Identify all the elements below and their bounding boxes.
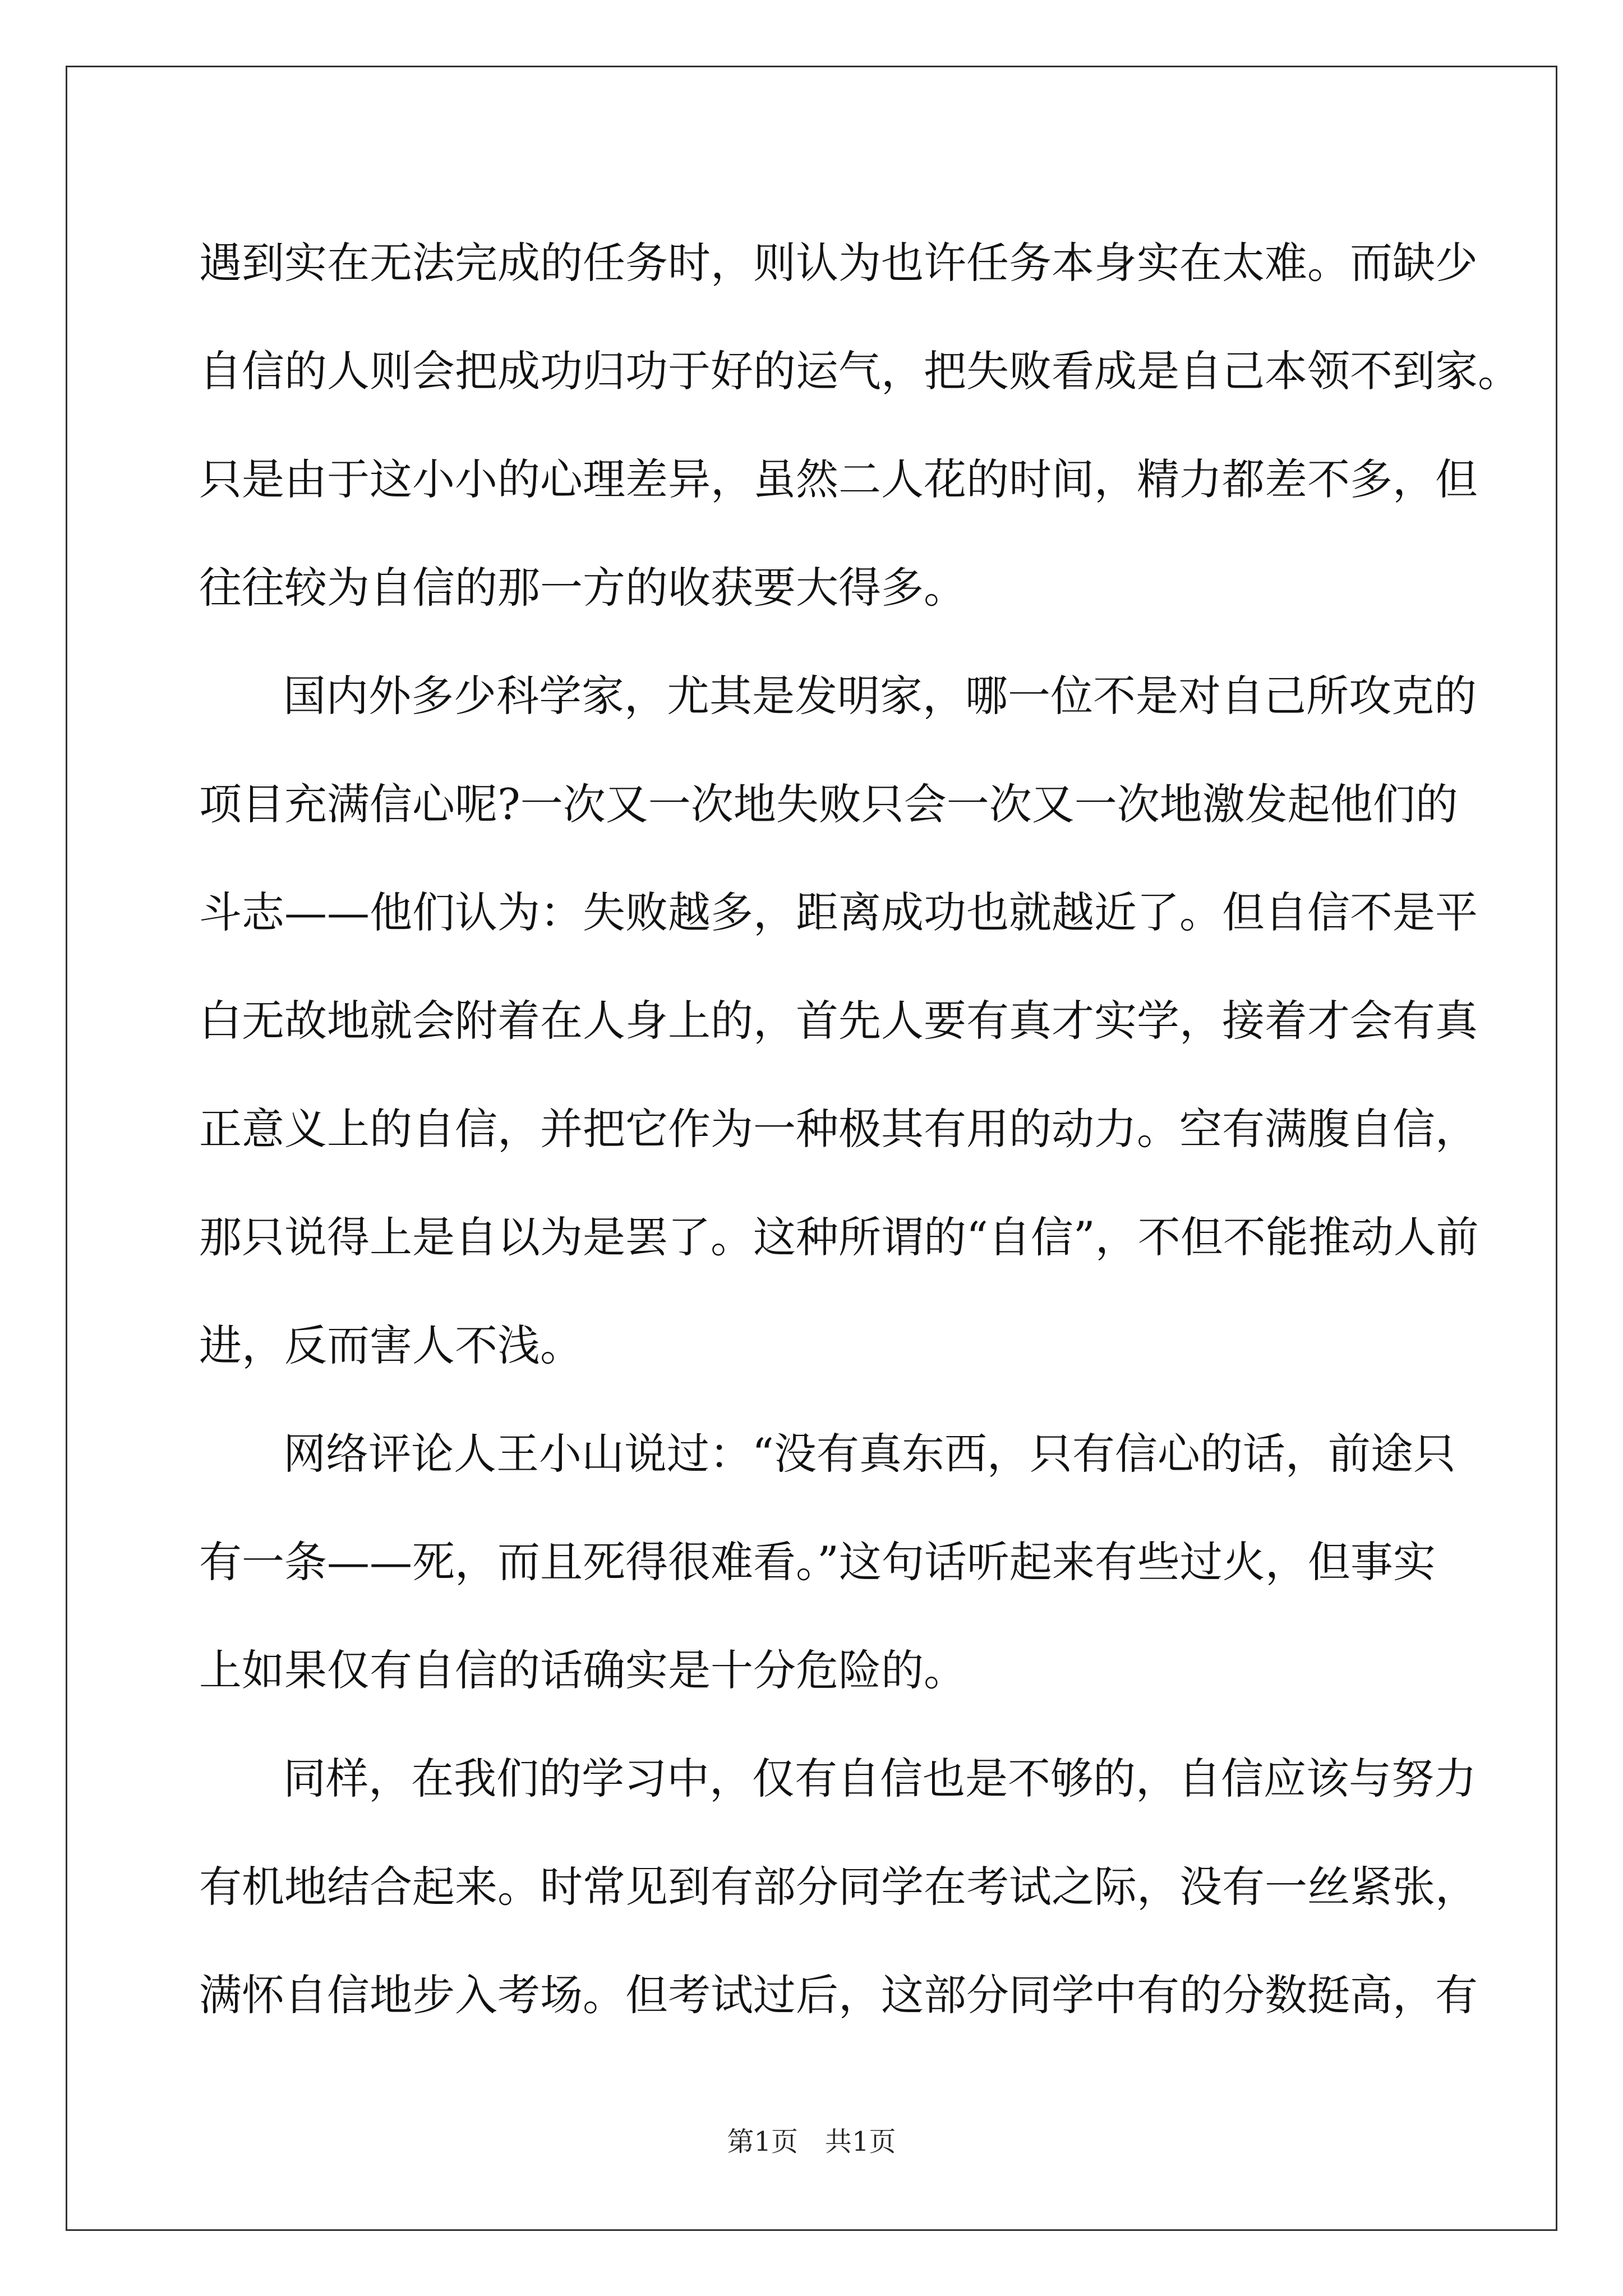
document-body bbox=[199, 209, 1520, 2049]
text-line: 进，反而害人不浅。 bbox=[199, 1320, 583, 1370]
text-line: 只是由于这小小的心理差异，虽然二人花的时间，精力都差不多，但 bbox=[199, 454, 1478, 504]
text-line: 白无故地就会附着在人身上的，首先人要有真才实学，接着才会有真 bbox=[199, 996, 1478, 1046]
paragraph-first-line: 国内外多少科学家，尤其是发明家，哪一位不是对自己所攻克的 bbox=[283, 671, 1477, 721]
paragraph-first-line: 网络评论人王小山说过：“没有真东西，只有信心的话，前途只 bbox=[283, 1429, 1456, 1479]
page-footer: 第1页 共1页 bbox=[727, 2126, 896, 2157]
text-line: 项目充满信心呢?一次又一次地失败只会一次又一次地激发起他们的 bbox=[199, 779, 1458, 829]
text-line: 正意义上的自信，并把它作为一种极其有用的动力。空有满腹自信， bbox=[199, 1104, 1478, 1154]
text-line: 自信的人则会把成功归功于好的运气，把失败看成是自己本领不到家。 bbox=[199, 346, 1520, 396]
text-line: 有机地结合起来。时常见到有部分同学在考试之际，没有一丝紧张， bbox=[199, 1862, 1478, 1912]
paragraph-first-line: 同样，在我们的学习中，仅有自信也是不够的，自信应该与努力 bbox=[283, 1754, 1477, 1803]
text-line: 满怀自信地步入考场。但考试过后，这部分同学中有的分数挺高，有 bbox=[199, 1970, 1478, 2020]
text-line: 那只说得上是自以为是罢了。这种所谓的“自信”，不但不能推动人前 bbox=[199, 1212, 1479, 1262]
text-line: 往往较为自信的那一方的收获要大得多。 bbox=[199, 563, 966, 613]
text-line: 上如果仅有自信的话确实是十分危险的。 bbox=[199, 1645, 966, 1695]
text-line: 有一条——死，而且死得很难看。”这句话听起来有些过火，但事实 bbox=[199, 1537, 1436, 1587]
text-line: 遇到实在无法完成的任务时，则认为也许任务本身实在太难。而缺少 bbox=[199, 238, 1478, 288]
text-line: 斗志——他们认为：失败越多，距离成功也就越近了。但自信不是平 bbox=[199, 887, 1478, 937]
